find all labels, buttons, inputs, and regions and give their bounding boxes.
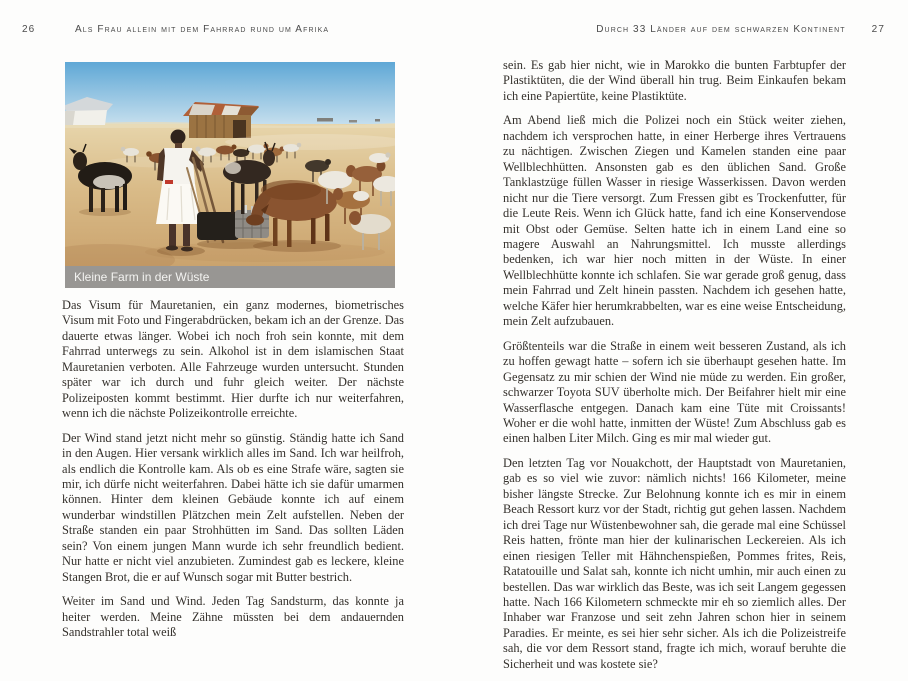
paragraph: Das Visum für Mauretanien, ein ganz modernes, biometrisches Visum mit Foto und Fingerabdrücken, bekam ich an der Grenze. Das dauerte etwas länger. Wobei ich noch froh sein konnte, mit dem Fahrrad unterwegs zu sein. Alkohol ist in dem islamischen Staat Mauretanien verboten. Alle Fahrzeuge wurden untersucht. Stunden später war ich durch und fuhr gleich weiter. Der nächste Polizeiposten kommt bestimmt. Hier durfte ich nur weiterfahren, wenn ich die nächste Polizeikontrolle erreichte. bbox=[62, 298, 404, 421]
wooden-shack bbox=[183, 102, 259, 138]
page-number-left: 26 bbox=[22, 24, 36, 35]
running-head-left bbox=[22, 24, 404, 35]
photo-caption-bar bbox=[65, 266, 395, 288]
body-text-left bbox=[62, 298, 404, 650]
paragraph: Am Abend ließ mich die Polizei noch ein Stück weiter ziehen, nachdem ich versprochen hatte, in einer Herberge ihres Vertrauens zu nächtigen. Zwischen Ziegen und Kamelen standen eine paar Wellblechhütten. Ansonsten gab es den üblichen Sand. Große Tanklastzüge füllen Wasser in riesige Wasserkissen. Davon werden nicht nur die Tiere versorgt. Zum Fressen gibt es Trockenfutter, für die Leute Reis. Wenn ich Glück hatte, fand ich eine Konservendose mit Obst oder Gemüse. Selten hatte ich in einem Land eine so magere Auswahl an Nahrungsmittel. Ich musste allerdings bedenken, ich war hier noch mitten in der Wüste. In einer Wellblechhütte konnte ich schlafen. Sie war gerade groß genug, dass mein Fahrrad und Zelt hinein passten. Nachdem ich gesehen hatte, welche Käfer hier herumkrabbelten, war es eine weise Entscheidung, mein Zelt aufzubauen. bbox=[503, 113, 846, 329]
paragraph: Den letzten Tag vor Nouakchott, der Hauptstadt von Mauretanien, gab es so viel wie zuvor: nämlich nichts! 166 Kilometer, meine bisher längste Strecke. Zur Belohnung konnte ich es mir in einem Beach Ressort kurz vor der Stadt, richtig gut gehen lassen. Nachdem ich drei Tage nur Wüstenbewohner sah, die gerade mal eine Schüssel Reis hatten, frönte man hier der kulinarischen Leckereien. Als ich einen riesigen Teller mit Hähnchenspießen, Pommes frites, Reis, Ratatouille und Salat sah, konnte ich nicht umhin, mir auch einen zu bestellen. Das war wirklich das Beste, was ich seit Langem gegessen hatte. Nach 166 Kilometern schmeckte mir eh so ziemlich alles. Der Inhaber war Franzose und seit zehn Jahren schon hier in seinem Paradies. Er meinte, es sei hier sehr sicher. Als ich die Polizeistreife sah, die vor dem Ressort stand, fragte ich mich, worauf beruhte die Sicherheit und was kostete sie? bbox=[503, 455, 846, 671]
page-number-right: 27 bbox=[871, 24, 885, 35]
paragraph: Weiter im Sand und Wind. Jeden Tag Sandsturm, das konnte ja heiter werden. Meine Zähne müssten bei dem andauernden Sandstrahler total weiß bbox=[62, 594, 404, 640]
running-head-right-title: Durch 33 Länder auf dem schwarzen Kontinent bbox=[596, 24, 846, 35]
photo-small-farm-in-desert bbox=[65, 62, 395, 288]
running-head-right bbox=[503, 24, 885, 35]
paragraph: Größtenteils war die Straße in einem weit besseren Zustand, als ich zu hoffen gewagt hatte – sofern ich sie überhaupt gesehen hatte. Im Gegensatz zu mir schien der Wind nie müde zu werden. Ein großer, schwarzer Toyota SUV überholte mich. Der Beifahrer hielt mir eine Wasserflasche entgegen. Danach kam eine Tüte mit Croissants! Woher er die wohl hatte, inmitten der Wüste! Zum Abschluss gab es einen halben Liter Milch. Ging es mir mal wieder gut. bbox=[503, 338, 846, 446]
paragraph: Der Wind stand jetzt nicht mehr so günstig. Ständig hatte ich Sand in den Augen. Hier versank wirklich alles im Sand. Ich war heilfroh, als endlich die Kontrolle kam. Als ob es eine Strafe wäre, sagten sie mir, ich dürfe nicht weiterfahren. Dabei hätte ich sie dafür umarmen können. Hinter dem kleinen Gebäude konnte ich auf einem wunderbar windstillen Plätzchen mein Zelt aufstellen. Neben der Straße standen ein paar Strohhütten im Sand. Das sollten Läden sein? Von einem jungen Mann wurde ich sehr freundlich bedient. Nur hatte er nicht viel anzubieten. Zumindest gab es leckere, kleine Stangen Brot, die er auf Wunsch sogar mit Butter bestrich. bbox=[62, 430, 404, 584]
paragraph: sein. Es gab hier nicht, wie in Marokko die bunten Farbtupfer der Plastiktüten, die der Wind überall hin trug. Beim Einkaufen bekam ich eine Papiertüte, keine Plastiktüte. bbox=[503, 58, 846, 103]
body-text-right bbox=[503, 58, 846, 681]
photo-caption: Kleine Farm in der Wüste bbox=[74, 270, 210, 284]
shack-door bbox=[233, 120, 246, 138]
photo-illustration bbox=[65, 62, 395, 288]
running-head-left-title: Als Frau allein mit dem Fahrrad rund um Afrika bbox=[75, 24, 330, 35]
